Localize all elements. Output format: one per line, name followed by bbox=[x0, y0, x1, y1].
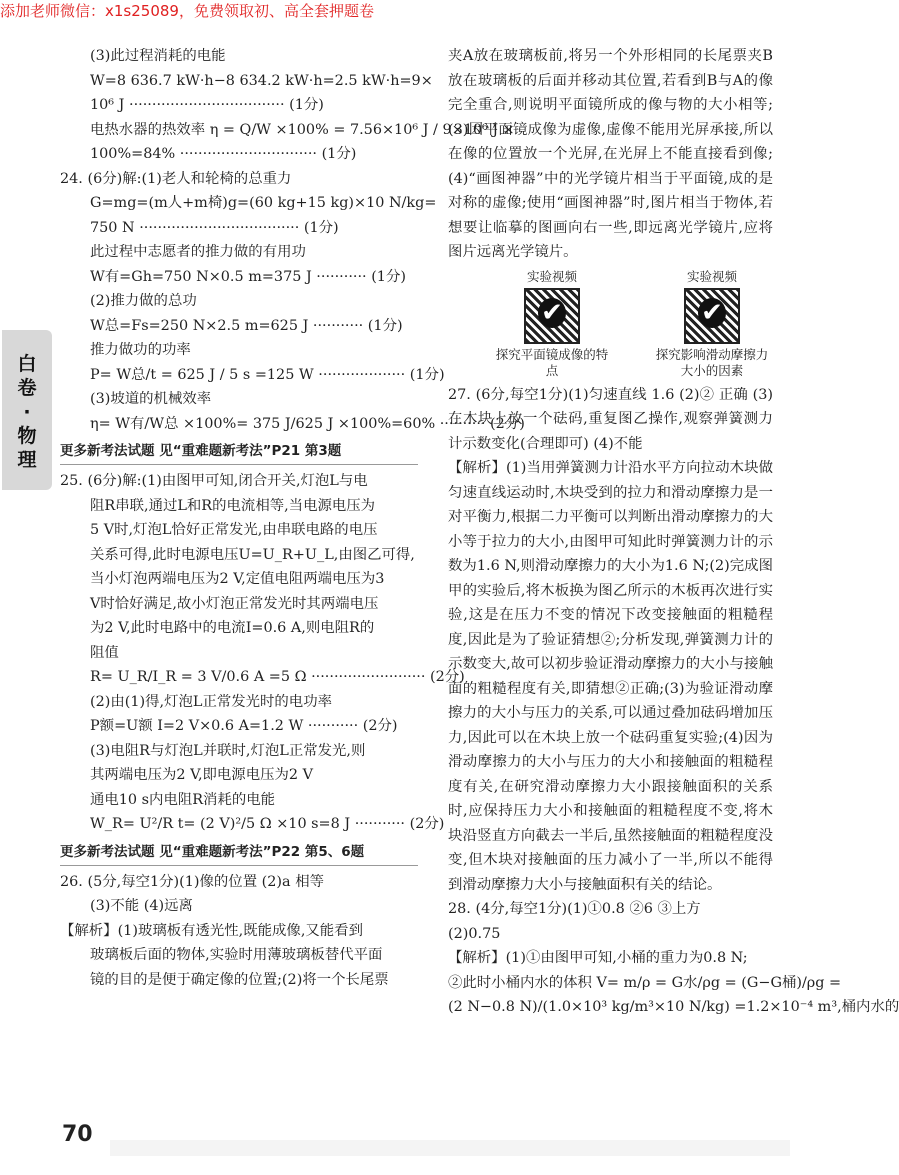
q27-analysis: 【解析】(1)当用弹簧测力计沿水平方向拉动木块做匀速直线运动时,木块受到的拉力和滑动摩擦力是一对平衡力,根据二力平衡可以判断出滑动摩擦力的大小等于拉力的大小,由图甲可知此时弹簧测力计的示数为1.6 N,则滑动摩擦力的大小为1.6 N;(2)完成图甲的实验后,将木板换为图乙所示的木板再次进行实验,这是在压力不变的情况下改变接触面的粗糙程度,因此是为了验证猜想②;分析发现,弹簧测力计的示数变大,故可以初步验证滑动摩擦力的大小与接触面的粗糙程度有关,即猜想②正确;(3)为验证滑动摩擦力的大小与压力的关系,可以通过叠加砝码增加压力,因此可以在木块上放一个砝码重复实验;(4)因为滑动摩擦力的大小与压力的大小和接触面的粗糙程度有关,在研究滑动摩擦力大小跟接触面积的关系时,应保持压力大小和接触面的粗糙程度不变,将木块沿竖直方向截去一半后,虽然接触面的粗糙程度没变,但木块对接触面的压力减小了一半,所以不能得到滑动摩擦力大小与接触面积有关的结论。 bbox=[448, 460, 773, 893]
text-line: P额=U额 I=2 V×0.6 A=1.2 W ··········· (2分) bbox=[90, 718, 398, 734]
text-line: η= W有/W总 ×100%= 375 J/625 J ×100%=60% ·········· (2分) bbox=[90, 415, 525, 432]
qr-card[interactable] bbox=[492, 269, 612, 379]
text-line: 当小灯泡两端电压为2 V,定值电阻两端电压为3 bbox=[90, 571, 385, 587]
text-line: 电热水器的热效率 η = Q/W ×100% = 7.56×10⁶ J / 9×10⁶ J × bbox=[90, 121, 515, 138]
q28-line: ②此时小桶内水的体积 V= m/ρ = G水/ρg = (G−G桶)/ρg = bbox=[448, 974, 842, 991]
text-line: (2)由(1)得,灯泡L正常发光时的电功率 bbox=[90, 693, 332, 710]
q26-analysis-cont: 夹A放在玻璃板前,将另一个外形相同的长尾票夹B放在玻璃板的后面并移动其位置,若看到B与A的像完全重合,则说明平面镜所成的像与物的大小相等;(3)因平面镜成像为虚像,虚像不能用光屏承接,所以在像的位置放一个光屏,在光屏上不能直接看到像;(4)“画图神器”中的光学镜片相当于平面镜,成的是对称的虚像;使用“画图神器”时,图片相当于物体,若想要让临摹的图画向右一些,即远离光学镜片,应将图片远离光学镜片。 bbox=[448, 48, 773, 260]
qr-caption: 探究影响滑动摩擦力大小的因素 bbox=[655, 346, 769, 378]
q27-answer: 27. (6分,每空1分)(1)匀速直线 1.6 (2)② 正确 (3)在木块上放一个砝码,重复图乙操作,观察弹簧测力计示数变化(合理即可) (4)不能 bbox=[448, 386, 773, 452]
more-questions-link[interactable]: 更多新考法试题 见“重难题新考法”P22 第5、6题 bbox=[60, 839, 418, 866]
subject-tab bbox=[2, 330, 52, 490]
text-line: P= W总/t = 625 J / 5 s =125 W ··················· (1分) bbox=[90, 366, 445, 383]
qr-codes bbox=[448, 269, 773, 379]
text-line: 镜的目的是便于确定像的位置;(2)将一个长尾票 bbox=[90, 971, 389, 988]
subject-tab-label: 白卷·物理 bbox=[17, 353, 37, 471]
text-line: W_R= U²/R t= (2 V)²/5 Ω ×10 s=8 J ··········· (2分) bbox=[90, 816, 445, 832]
qr-code-icon[interactable] bbox=[524, 288, 580, 344]
text-line: R= U_R/I_R = 3 V/0.6 A =5 Ω ························· (2分) bbox=[90, 669, 465, 685]
right-column bbox=[448, 44, 899, 1020]
qr-code-icon[interactable] bbox=[684, 288, 740, 344]
text-line: 此过程中志愿者的推力做的有用功 bbox=[90, 244, 306, 260]
text-line: 推力做功的功率 bbox=[90, 342, 191, 358]
text-line: V时恰好满足,故小灯泡正常发光时其两端电压 bbox=[90, 595, 379, 612]
text-line: (3)坡道的机械效率 bbox=[90, 391, 212, 407]
qr-caption: 探究平面镜成像的特点 bbox=[495, 346, 609, 378]
text-line: 10⁶ J ·································· (1分) bbox=[90, 97, 324, 113]
text-line: W有=Gh=750 N×0.5 m=375 J ··········· (1分) bbox=[90, 268, 406, 285]
text-line: 阻值 bbox=[90, 644, 119, 661]
text-line: 750 N ··································· (1分) bbox=[90, 219, 339, 236]
text-line: 【解析】(1)玻璃板有透光性,既能成像,又能看到 bbox=[60, 922, 363, 939]
q28-block bbox=[448, 897, 899, 1020]
more-questions-link[interactable]: 更多新考法试题 见“重难题新考法”P21 第3题 bbox=[60, 438, 418, 465]
text-line: 为2 V,此时电路中的电流I=0.6 A,则电阻R的 bbox=[90, 620, 375, 636]
text-line: (3)不能 (4)远离 bbox=[90, 898, 193, 914]
qr-heading: 实验视频 bbox=[686, 268, 737, 284]
page-number: 70 bbox=[62, 1122, 93, 1147]
text-line: W=8 636.7 kW·h−8 634.2 kW·h=2.5 kW·h=9× bbox=[90, 72, 433, 89]
q28-line: (2)0.75 bbox=[448, 925, 501, 942]
q28-line: (2 N−0.8 N)/(1.0×10³ kg/m³×10 N/kg) =1.2×10⁻⁴ m³,桶内水的 bbox=[448, 999, 899, 1015]
promo-banner: 添加老师微信：x1s25089，免费领取初、高全套押题卷 bbox=[0, 2, 374, 20]
text-line: W总=Fs=250 N×2.5 m=625 J ··········· (1分) bbox=[90, 317, 403, 334]
text-line: (3)电阻R与灯泡L并联时,灯泡L正常发光,则 bbox=[90, 742, 366, 759]
text-line: G=mg=(m人+m椅)g=(60 kg+15 kg)×10 N/kg= bbox=[90, 195, 437, 211]
text-line: 100%=84% ······························ (1分) bbox=[90, 146, 357, 162]
text-line: 5 V时,灯泡L恰好正常发光,由串联电路的电压 bbox=[90, 522, 378, 538]
text-line: (2)推力做的总功 bbox=[90, 293, 197, 309]
qr-card[interactable] bbox=[652, 269, 772, 379]
question-heading: 26. (5分,每空1分)(1)像的位置 (2)a 相等 bbox=[60, 873, 324, 890]
question-heading: 25. (6分)解:(1)由图甲可知,闭合开关,灯泡L与电 bbox=[60, 473, 368, 489]
footer-bar bbox=[110, 1140, 790, 1156]
text-line: 其两端电压为2 V,即电源电压为2 V bbox=[90, 767, 313, 783]
text-line: 通电10 s内电阻R消耗的电能 bbox=[90, 791, 276, 808]
text-line: 阻R串联,通过L和R的电流相等,当电源电压为 bbox=[90, 497, 376, 514]
qr-heading: 实验视频 bbox=[526, 268, 577, 284]
text-line: 关系可得,此时电源电压U=U_R+U_L,由图乙可得, bbox=[90, 546, 415, 563]
text-line: (3)此过程消耗的电能 bbox=[90, 48, 226, 64]
q28-line: 28. (4分,每空1分)(1)①0.8 ②6 ③上方 bbox=[448, 901, 701, 917]
question-heading: 24. (6分)解:(1)老人和轮椅的总重力 bbox=[60, 170, 292, 187]
q28-line: 【解析】(1)①由图甲可知,小桶的重力为0.8 N; bbox=[448, 950, 748, 966]
text-line: 玻璃板后面的物体,实验时用薄玻璃板替代平面 bbox=[90, 947, 383, 963]
